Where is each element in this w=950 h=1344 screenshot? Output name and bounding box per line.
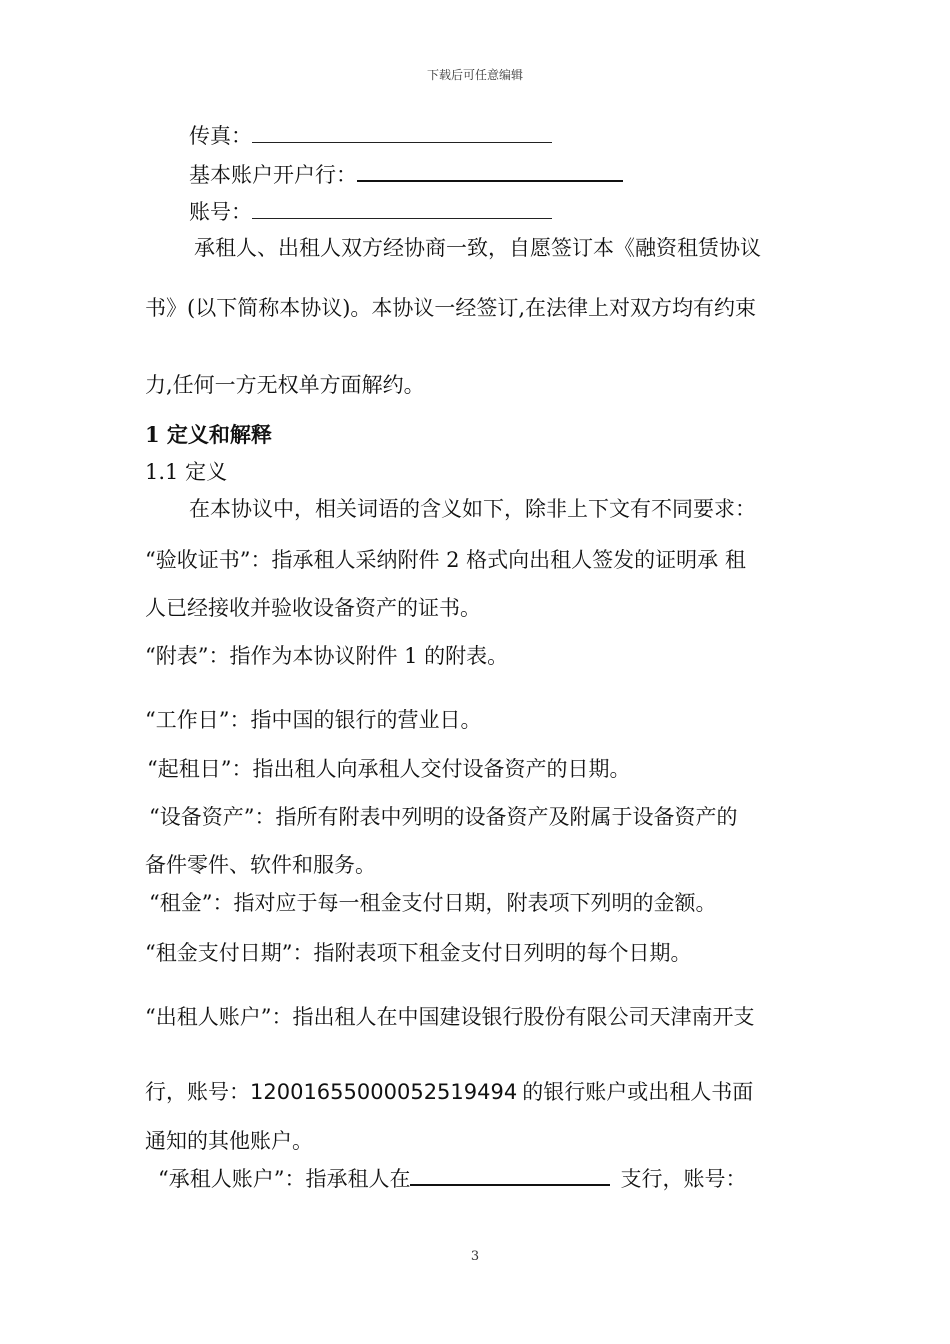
intro-line-2: 书》(以下简称本协议)。本协议一经签订,在法律上对双方均有约束 xyxy=(145,296,757,320)
section-1-heading: 1 定义和解释 xyxy=(145,422,272,447)
bank-line xyxy=(189,160,623,189)
bank-blank xyxy=(357,160,623,182)
page-header-note: 下载后可任意编辑 xyxy=(426,68,523,82)
def-lessor-account-line-3: 通知的其他账户。 xyxy=(145,1129,313,1153)
def-lessor-account-line-1: “出租人账户”：指出租人在中国建设银行股份有限公司天津南开支 xyxy=(145,1005,755,1029)
lessor-account-suffix: 的银行账户或出租人书面 xyxy=(522,1080,754,1104)
lessee-bank-blank xyxy=(410,1164,610,1186)
account-blank xyxy=(252,198,552,219)
page-number: 3 xyxy=(470,1249,480,1264)
lessor-account-prefix: 行，账号： xyxy=(145,1080,250,1104)
def-workday: “工作日”：指中国的银行的营业日。 xyxy=(145,708,482,732)
def-rent: “租金”：指对应于每一租金支付日期，附表项下列明的金额。 xyxy=(149,891,717,915)
lessor-account-number: 12001655000052519494 xyxy=(250,1080,518,1104)
intro-line-3: 力,任何一方无权单方面解约。 xyxy=(145,373,425,397)
def-acceptance-line-1: “验收证书”：指承租人采纳附件 2 格式向出租人签发的证明承 租 xyxy=(145,548,746,572)
section-1-1-heading: 1.1 定义 xyxy=(145,460,228,484)
def-rent-date: “租金支付日期”：指附表项下租金支付日列明的每个日期。 xyxy=(145,941,692,965)
bank-label: 基本账户开户行： xyxy=(189,163,357,187)
account-line xyxy=(189,198,552,226)
fax-label: 传真： xyxy=(189,124,252,148)
lessee-account-suffix: 支行，账号： xyxy=(620,1167,747,1191)
fax-blank xyxy=(252,122,552,143)
def-lessor-account-line-2 xyxy=(145,1078,753,1106)
lessee-account-prefix: “承租人账户”：指承租人在 xyxy=(158,1167,411,1191)
intro-line-1: 承租人、出租人双方经协商一致，自愿签订本《融资租赁协议 xyxy=(194,236,761,260)
definitions-intro: 在本协议中，相关词语的含义如下，除非上下文有不同要求： xyxy=(189,497,756,521)
fax-line xyxy=(189,122,552,150)
def-schedule: “附表”：指作为本协议附件 1 的附表。 xyxy=(145,644,509,668)
account-label: 账号： xyxy=(189,200,252,224)
def-acceptance-line-2: 人已经接收并验收设备资产的证书。 xyxy=(145,596,481,620)
def-equipment-line-1: “设备资产”：指所有附表中列明的设备资产及附属于设备资产的 xyxy=(149,805,738,829)
def-equipment-line-2: 备件零件、软件和服务。 xyxy=(145,853,376,877)
def-start-date: “起租日”：指出租人向承租人交付设备资产的日期。 xyxy=(147,757,631,781)
def-lessee-account xyxy=(158,1164,746,1193)
